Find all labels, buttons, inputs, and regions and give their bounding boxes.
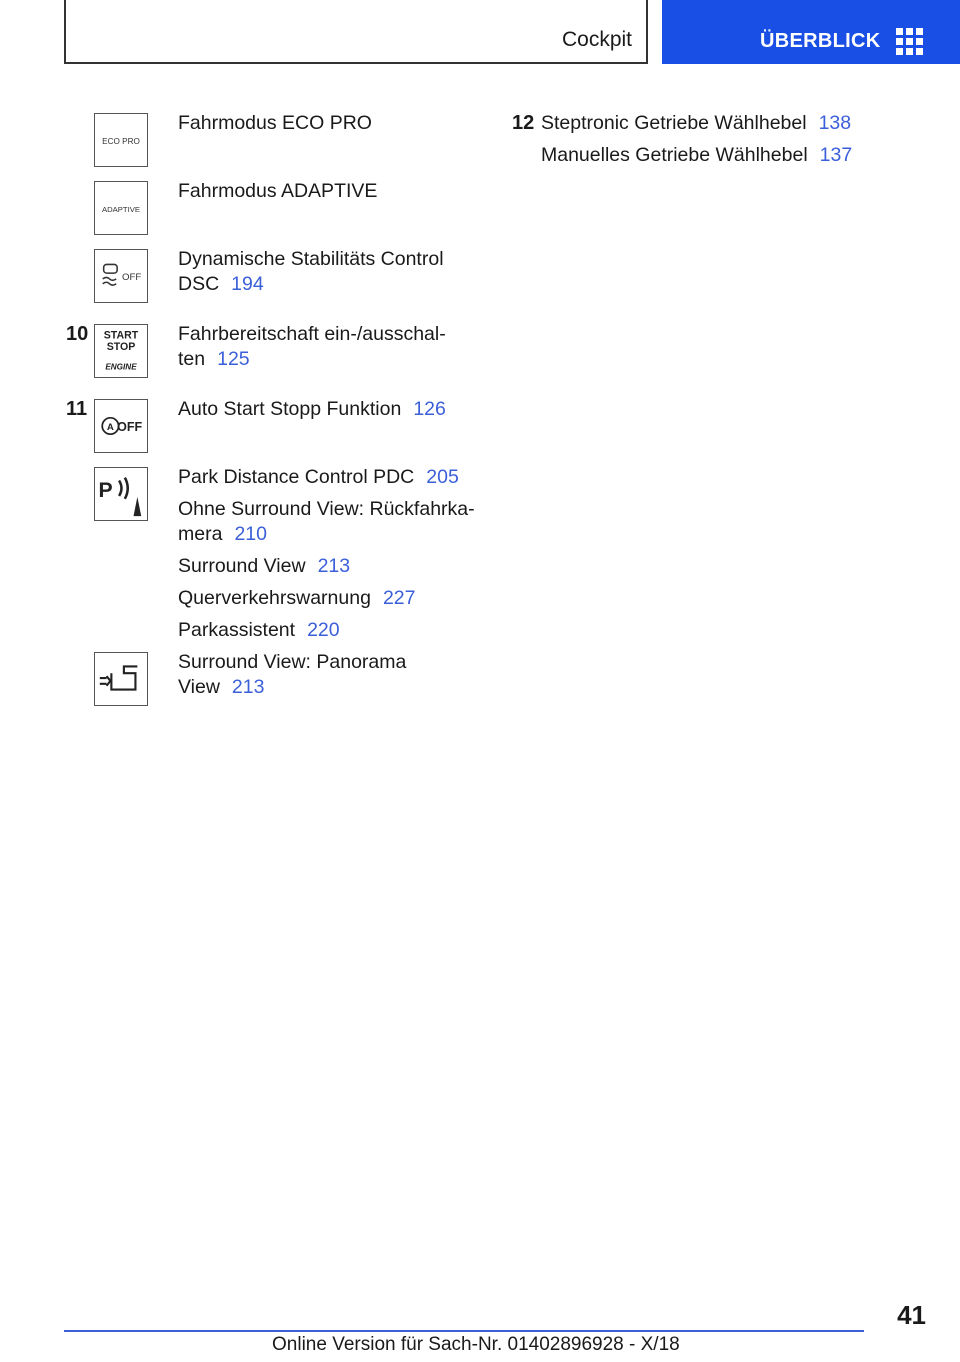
item-text: Park Distance Control PDC bbox=[178, 466, 415, 488]
adaptive-icon-label: ADAPTIVE bbox=[101, 204, 141, 214]
list-item bbox=[541, 111, 851, 136]
item-text: Parkassistent bbox=[178, 619, 296, 641]
list-item bbox=[178, 586, 415, 611]
list-item bbox=[178, 675, 264, 700]
list-item bbox=[178, 111, 372, 136]
item-text: Ohne Surround View: Rückfahrka- bbox=[178, 498, 475, 520]
footer-text: Online Version für Sach-Nr. 01402896928 - X/18 bbox=[272, 1334, 680, 1355]
auto-start-stop-off-button-icon bbox=[94, 399, 148, 453]
item-text: mera bbox=[178, 523, 223, 545]
page-link[interactable]: 210 bbox=[234, 523, 267, 545]
park-distance-control-button-icon bbox=[94, 467, 148, 521]
page-link[interactable]: 205 bbox=[426, 466, 459, 488]
svg-text:START: START bbox=[103, 329, 139, 342]
adaptive-button-icon bbox=[94, 181, 148, 235]
panorama-view-button-icon bbox=[94, 652, 148, 706]
list-item bbox=[178, 554, 350, 579]
item-text: Surround View bbox=[178, 555, 306, 577]
header-section-box bbox=[64, 0, 648, 64]
page-link[interactable]: 227 bbox=[382, 587, 416, 609]
page-link[interactable]: 213 bbox=[231, 676, 265, 698]
item-text: Manuelles Getriebe Wählhebel bbox=[541, 144, 808, 166]
eco-pro-icon-label: ECO PRO bbox=[102, 136, 140, 146]
item-text: Fahrmodus ECO PRO bbox=[178, 112, 372, 134]
list-item bbox=[178, 522, 267, 547]
list-item bbox=[178, 322, 446, 347]
list-item bbox=[541, 143, 852, 168]
list-item bbox=[178, 497, 475, 522]
page-link[interactable]: 126 bbox=[413, 398, 446, 420]
list-item bbox=[178, 272, 264, 297]
page-link[interactable]: 194 bbox=[231, 273, 264, 295]
start-stop-button-icon bbox=[94, 324, 148, 378]
page-link[interactable]: 213 bbox=[317, 555, 351, 577]
dsc-off-icon-label: OFF bbox=[121, 271, 142, 283]
chapter-title: ÜBERBLICK bbox=[760, 30, 881, 52]
svg-text:STOP: STOP bbox=[106, 341, 136, 354]
pdc-icon-label: P bbox=[98, 478, 113, 502]
grid-menu-icon[interactable] bbox=[896, 28, 924, 56]
eco-pro-button-icon bbox=[94, 113, 148, 167]
page-link[interactable]: 125 bbox=[217, 348, 250, 370]
list-item bbox=[178, 465, 459, 490]
item-text: Dynamische Stabilitäts Control bbox=[178, 248, 444, 270]
list-item bbox=[178, 397, 446, 422]
footer-divider bbox=[64, 1330, 864, 1332]
item-text: Steptronic Getriebe Wählhebel bbox=[541, 112, 807, 134]
item-text: View bbox=[178, 676, 220, 698]
list-item bbox=[178, 247, 444, 272]
dsc-off-button-icon bbox=[94, 249, 148, 303]
item-text: Fahrmodus ADAPTIVE bbox=[178, 180, 378, 202]
page-number: 41 bbox=[897, 1300, 926, 1330]
page-link[interactable]: 138 bbox=[818, 112, 852, 134]
item-text: Auto Start Stopp Funktion bbox=[178, 398, 402, 420]
item-number: 11 bbox=[66, 398, 88, 420]
auto-start-stop-icon-label: OFF bbox=[117, 419, 143, 434]
svg-text:A: A bbox=[106, 421, 114, 433]
page-link[interactable]: 137 bbox=[819, 144, 853, 166]
item-text: ten bbox=[178, 348, 206, 370]
item-text: DSC bbox=[178, 273, 220, 295]
list-item bbox=[178, 347, 250, 372]
header-chapter-tab[interactable] bbox=[662, 0, 960, 64]
item-number: 12 bbox=[512, 112, 535, 134]
list-item bbox=[178, 179, 377, 204]
item-number: 10 bbox=[66, 323, 89, 345]
page-link[interactable]: 220 bbox=[307, 619, 340, 641]
section-title: Cockpit bbox=[561, 28, 632, 51]
item-text: Querverkehrswarnung bbox=[178, 587, 371, 609]
list-item bbox=[178, 650, 406, 675]
list-item bbox=[178, 618, 340, 643]
item-text: Fahrbereitschaft ein-/ausschal- bbox=[178, 323, 446, 345]
svg-text:ENGINE: ENGINE bbox=[105, 362, 137, 372]
item-text: Surround View: Panorama bbox=[178, 651, 407, 673]
